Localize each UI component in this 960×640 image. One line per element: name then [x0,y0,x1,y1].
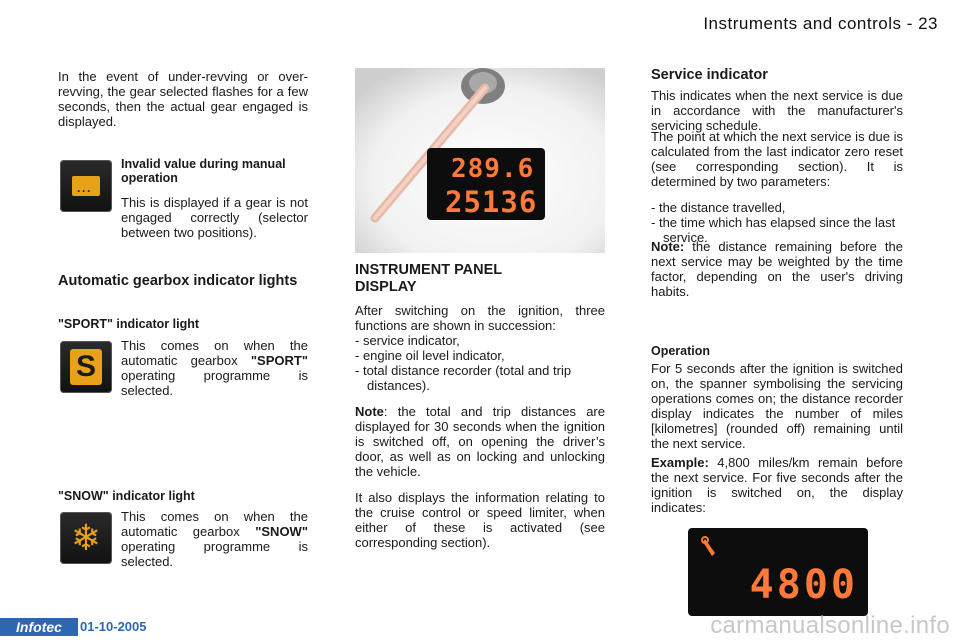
service-display-photo [688,528,868,616]
service-note-text: the distance remaining before the next service may be weighted by the time factor, depending on the user's driving habits. [651,239,903,299]
watermark: carmanualsonline.info [710,612,950,639]
intro-paragraph: In the event of under-revving or over-revving, the gear selected flashes for a few seconds, then the actual gear engaged is displayed. [58,69,308,129]
infotec-logo: Infotec [0,618,78,636]
service-distance-readout: 4800 [749,562,858,608]
page-title: Instruments and controls - 23 [703,14,938,33]
service-p2: The point at which the next service is due is calculated from the last indicator zero reset (see corresponding section). It is determined by two parameters: [651,129,903,189]
function-item: - engine oil level indicator, [355,348,505,363]
note-text: : the total and trip distances are displayed for 30 seconds when the ignition is switched off, on opening the driver’s door, as well as on locking and unlocking the vehicle. [355,404,605,479]
operation-heading: Operation [651,344,711,358]
sport-text-b: operating programme is selected. [121,368,308,398]
snow-bold: "SNOW" [255,524,308,539]
snow-text [121,509,308,569]
cruise-info: It also displays the information relating to the cruise control or speed limiter, when either of these is activated (see corresponding section). [355,490,605,550]
parameter-item: - the time which has elapsed since the last service. [651,215,896,245]
page-header [0,0,960,44]
instrument-display-photo [355,68,605,253]
note-label: Note [355,404,384,419]
example-body: 4,800 miles/km remain before the next service. For five seconds after the ignition is switched on, the display indicates: [651,455,903,515]
snow-text-b: operating programme is selected. [121,539,308,569]
sport-s-icon: S [60,341,112,393]
invalid-value-title: Invalid value during manual operation [121,157,286,185]
auto-gearbox-heading: Automatic gearbox indicator lights [58,273,298,289]
sport-text [121,338,308,398]
panel-note [355,404,605,479]
operation-text: For 5 seconds after the ignition is switched on, the spanner symbolising the servicing operations comes on; the distance recorder display indicates the number of miles [kilometres] (rounded off) remaining until the next service. [651,361,903,451]
example-label: Example: [651,455,709,470]
trip-distance-readout: 289.6 [451,154,535,184]
example-text [651,455,903,515]
footer-date: 01-10-2005 [80,619,147,634]
sport-bold: "SPORT" [250,353,308,368]
service-note [651,239,903,299]
service-p1: This indicates when the next service is due in accordance with the manufacturer's servicing schedule. [651,88,903,133]
snow-title: "SNOW" indicator light [58,489,195,503]
invalid-value-icon: ··· [60,160,112,212]
sport-title: "SPORT" indicator light [58,317,200,331]
function-list [355,333,605,393]
instrument-panel-heading: INSTRUMENT PANEL DISPLAY [355,262,502,295]
sport-text-a: This comes on when the automatic gearbox [121,338,308,368]
function-item: - service indicator, [355,333,460,348]
snow-text-a: This comes on when the automatic gearbox [121,509,308,539]
service-note-label: Note: [651,239,685,254]
spanner-icon [700,536,728,564]
function-item: - total distance recorder (total and trip distances). [355,363,572,393]
total-distance-readout: 25136 [445,185,538,219]
parameter-item: - the distance travelled, [651,200,786,215]
invalid-value-text: This is displayed if a gear is not engaged correctly (selector between two positions). [121,195,308,240]
panel-intro: After switching on the ignition, three functions are shown in succession: [355,303,605,333]
service-indicator-heading: Service indicator [651,67,768,83]
snowflake-icon: ❄ [60,512,112,564]
